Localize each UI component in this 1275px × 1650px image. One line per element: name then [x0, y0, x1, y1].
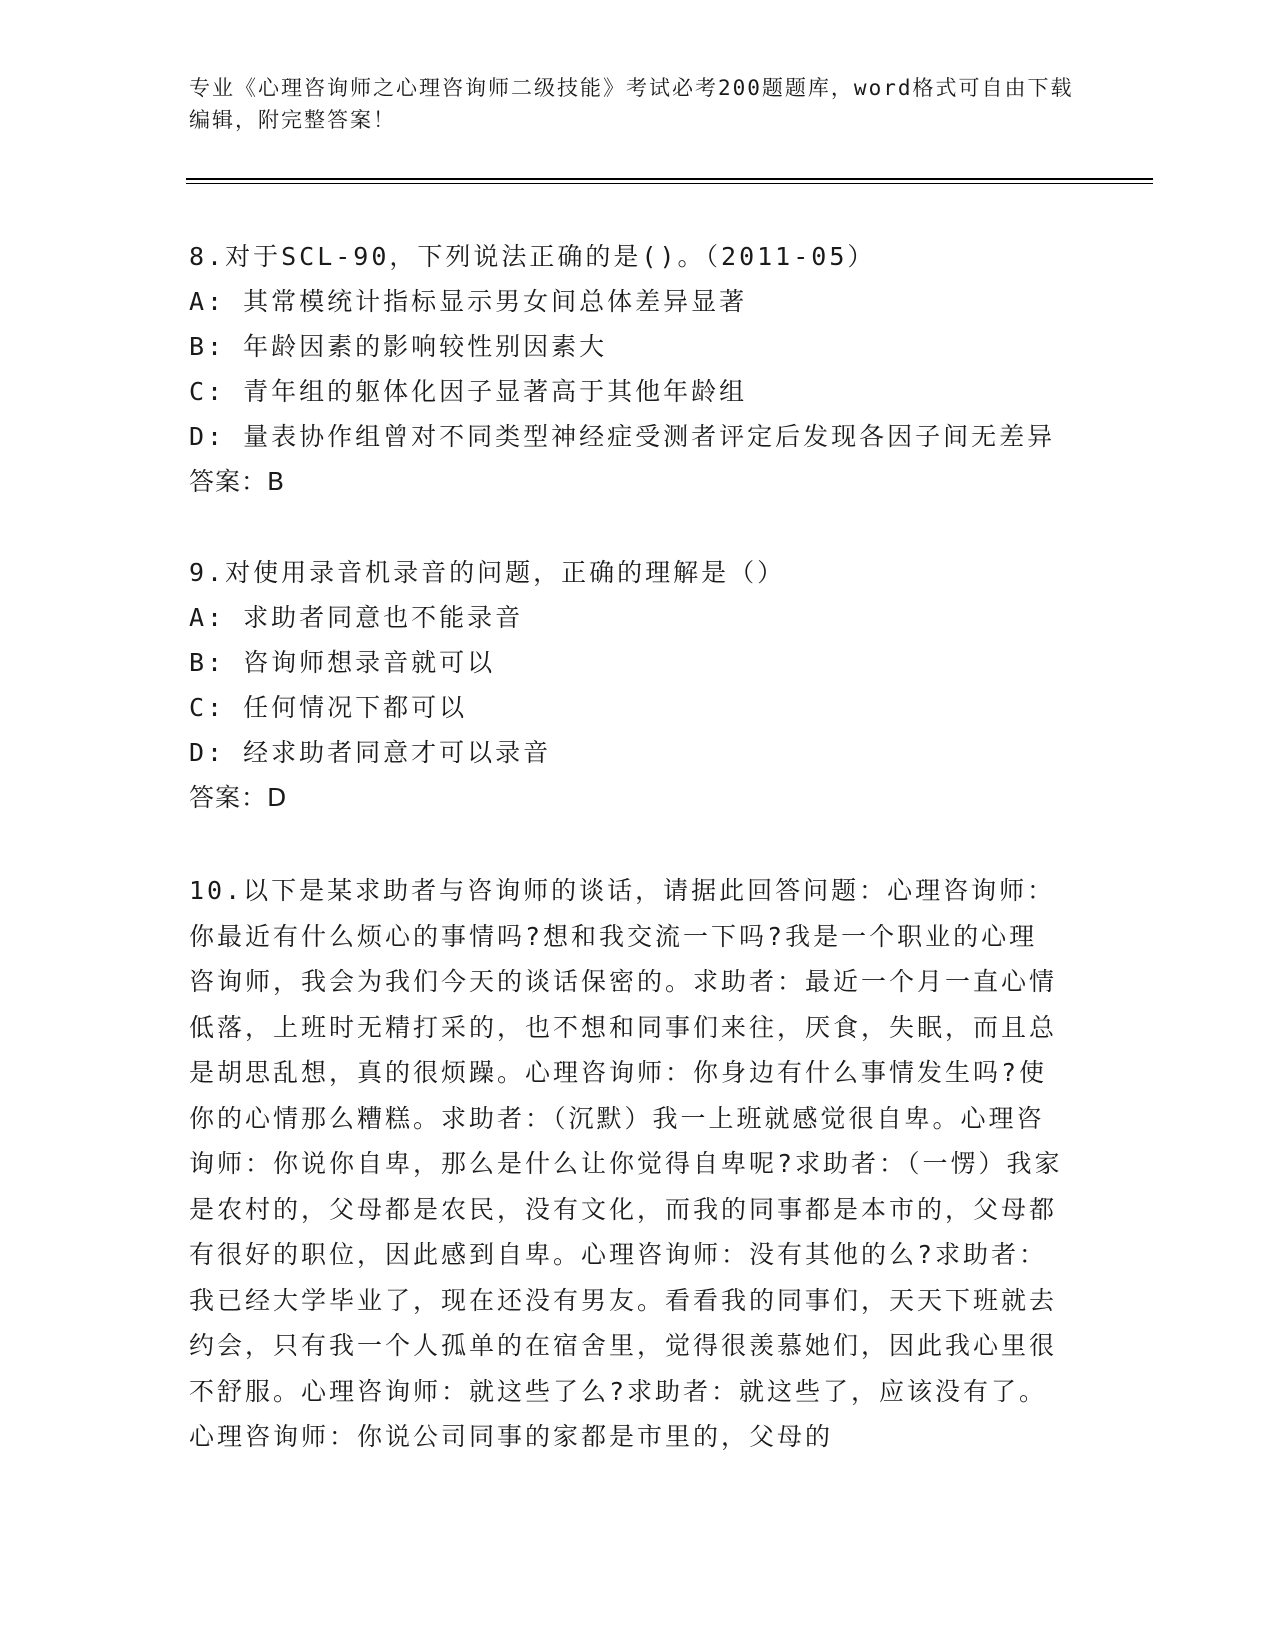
- question-stem: 10.以下是某求助者与咨询师的谈话，请据此回答问题：心理咨询师：你最近有什么烦心的事情吗?想和我交流一下吗?我是一个职业的心理咨询师，我会为我们今天的谈话保密的。求助者：最近一个月一直心情低落，上班时无精打采的，也不想和同事们来往，厌食，失眠，而且总是胡思乱想，真的很烦躁。心理咨询师：你身边有什么事情发生吗?使你的心情那么糟糕。求助者：（沉默）我一上班就感觉很自卑。心理咨询师：你说你自卑，那么是什么让你觉得自卑呢?求助者：（一愣）我家是农村的，父母都是农民，没有文化，而我的同事都是本市的，父母都有很好的职位，因此感到自卑。心理咨询师：没有其他的么?求助者：我已经大学毕业了，现在还没有男友。看看我的同事们，天天下班就去约会，只有我一个人孤单的在宿舍里，觉得很羡慕她们，因此我心里很不舒服。心理咨询师：就这些了么?求助者：就这些了，应该没有了。心理咨询师：你说公司同事的家都是市里的，父母的: [189, 876, 1063, 1451]
- question-10: [189, 868, 1079, 1460]
- question-stem: 8.对于SCL-90，下列说法正确的是()。（2011-05）: [189, 242, 876, 271]
- question-stem: 9.对使用录音机录音的问题，正确的理解是（）: [189, 558, 786, 587]
- option-b: B: 咨询师想录音就可以: [189, 648, 496, 677]
- header-divider-thick: [186, 178, 1153, 180]
- question-9: [189, 550, 1079, 820]
- header-divider-thin: [186, 183, 1153, 184]
- option-a: A: 其常模统计指标显示男女间总体差异显著: [189, 287, 748, 316]
- answer-label: 答案：D: [189, 783, 288, 812]
- option-d: D: 量表协作组曾对不同类型神经症受测者评定后发现各因子间无差异: [189, 422, 1056, 451]
- option-d: D: 经求助者同意才可以录音: [189, 738, 552, 767]
- answer-label: 答案：B: [189, 467, 286, 496]
- option-c: C: 任何情况下都可以: [189, 693, 468, 722]
- document-intro: 专业《心理咨询师之心理咨询师二级技能》考试必考200题题库，word格式可自由下载编辑，附完整答案！: [189, 76, 1074, 132]
- option-a: A: 求助者同意也不能录音: [189, 603, 524, 632]
- option-b: B: 年龄因素的影响较性别因素大: [189, 332, 608, 361]
- question-8: [189, 234, 1079, 504]
- option-c: C: 青年组的躯体化因子显著高于其他年龄组: [189, 377, 748, 406]
